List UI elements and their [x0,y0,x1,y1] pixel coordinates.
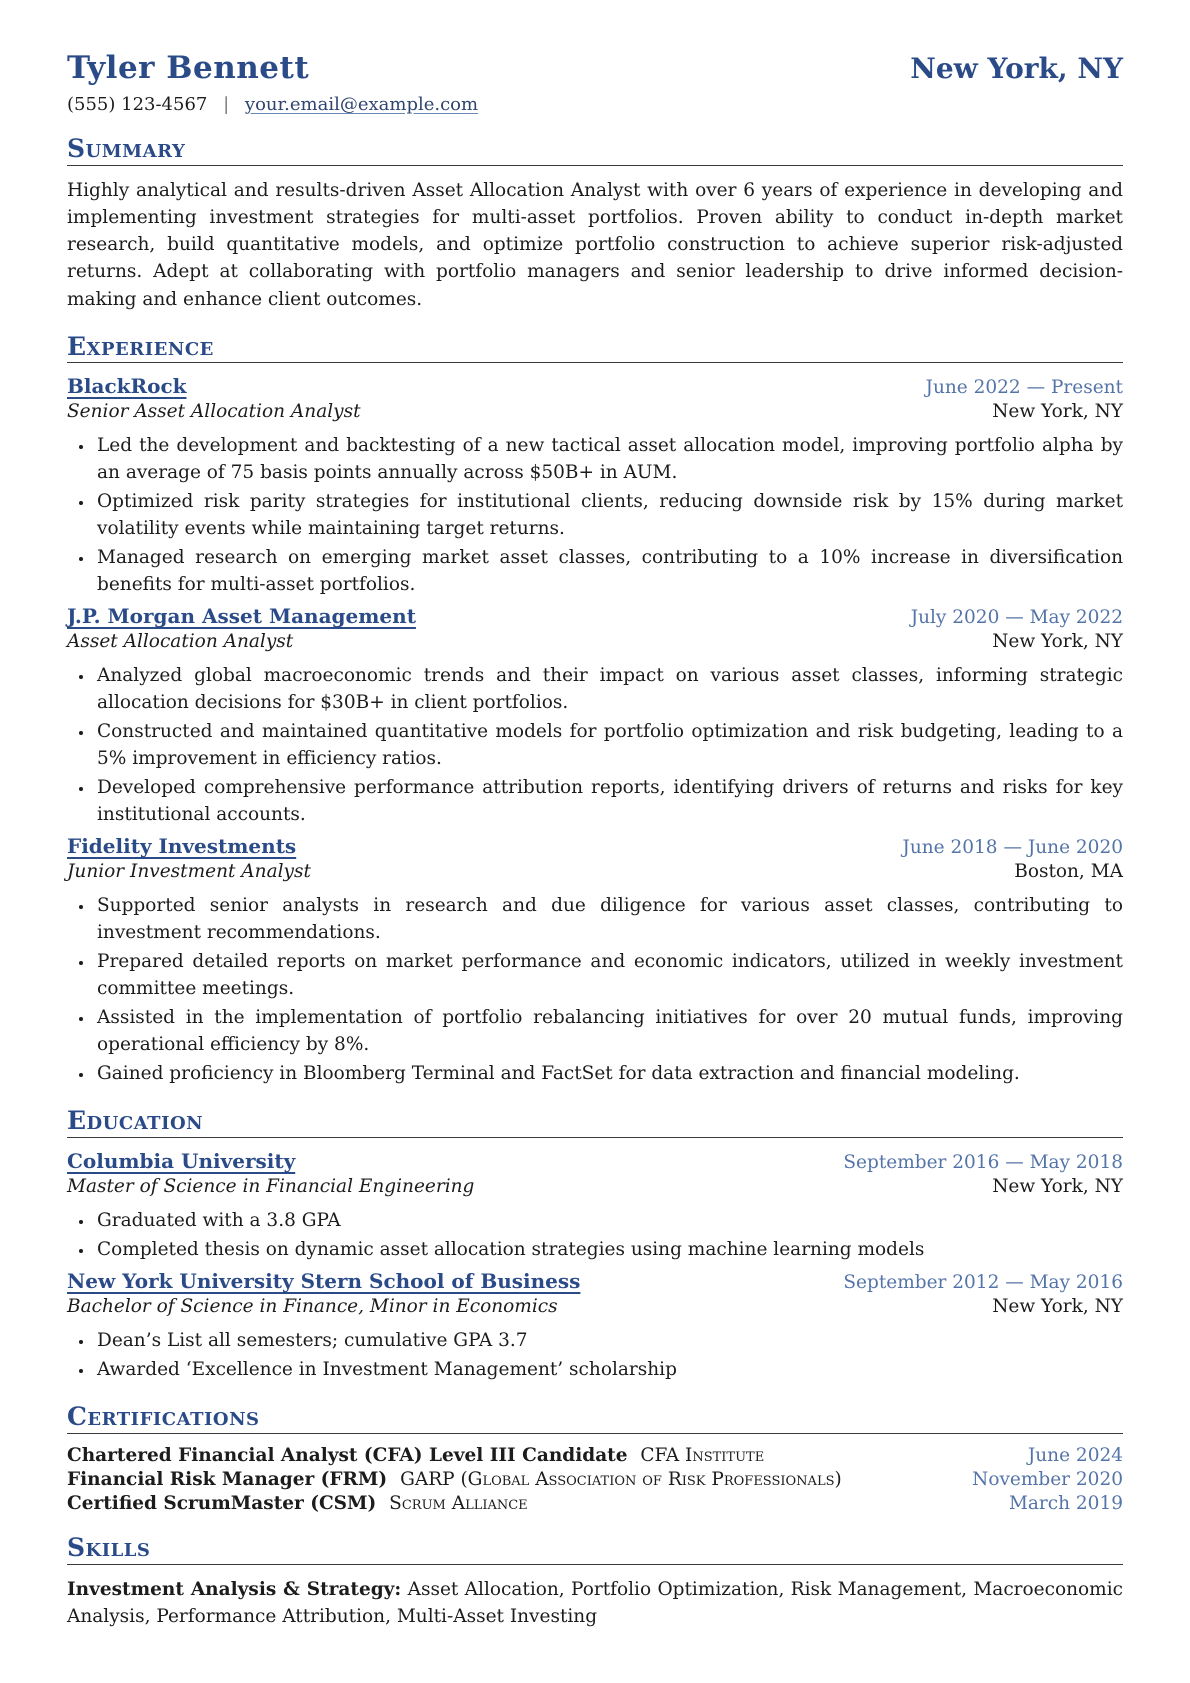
section-skills [67,1534,1123,1630]
section-certifications [67,1403,1123,1514]
certification-name: Financial Risk Manager (FRM) [67,1468,388,1490]
email-link[interactable]: your.email@example.com [244,94,479,115]
skill-list: Asset Allocation, Portfolio Optimization, Risk Management, Macroeconomic Analysis, Performance Attribution, Multi-Asset Investing [67,1578,1123,1627]
bullet-item: • Dean’s List all semesters; cumulative GPA 3.7 [94,1327,1123,1354]
summary-title: Summary [67,135,1123,166]
certification-date: March 2019 [1008,1492,1123,1514]
entry-dates: September 2016 — May 2018 [843,1152,1123,1174]
bullet-item: • Constructed and maintained quantitative models for portfolio optimization and risk budgeting, leading to a 5% improvement in efficiency ratios. [94,718,1123,772]
entry-dates: July 2020 — May 2022 [910,607,1123,629]
contact-separator: | [223,94,230,115]
school-name: New York University Stern School of Business [67,1269,581,1294]
degree-name: Bachelor of Science in Finance, Minor in Economics [67,1296,558,1318]
certification-name: Certified ScrumMaster (CSM) [67,1492,377,1514]
company-name: J.P. Morgan Asset Management [67,604,416,629]
bullet-list [67,1327,1123,1383]
certification-row [67,1445,1123,1466]
degree-name: Master of Science in Financial Engineering [67,1176,475,1198]
entry-role: Asset Allocation Analyst [67,631,294,653]
education-title: Education [67,1107,1123,1138]
certification-name: Chartered Financial Analyst (CFA) Level III Candidate [67,1444,628,1466]
bullet-item: • Assisted in the implementation of portfolio rebalancing initiatives for over 20 mutual funds, improving operational efficiency by 8%. [94,1004,1123,1058]
certification-org: Scrum Alliance [389,1492,528,1514]
skill-category: Investment Analysis & Strategy: [67,1578,402,1600]
bullet-item: • Completed thesis on dynamic asset allocation strategies using machine learning models [94,1236,1123,1263]
certification-org: GARP (Global Association of Risk Professionals) [400,1468,842,1490]
bullet-item: • Prepared detailed reports on market performance and economic indicators, utilized in weekly investment committee meetings. [94,948,1123,1002]
certification-row [67,1469,1123,1490]
certification-date: June 2024 [1027,1444,1123,1466]
experience-entry [67,604,1123,828]
experience-entry [67,374,1123,598]
section-summary [67,135,1123,313]
summary-text: Highly analytical and results-driven Asset Allocation Analyst with over 6 years of experience in developing and implementing investment strategies for multi-asset portfolios. Proven ability to conduct in-depth market research, build quantitative models, and optimize portfolio construction to achieve superior risk-adjusted returns. Adept at collaborating with portfolio managers and senior leadership to drive informed decision-making and enhance client outcomes. [67,179,1123,310]
resume-header [67,50,1123,86]
bullet-item: • Managed research on emerging market asset classes, contributing to a 10% increase in diversification benefits for multi-asset portfolios. [94,544,1123,598]
company-name: Fidelity Investments [67,834,297,859]
entry-dates: September 2012 — May 2016 [843,1272,1123,1294]
bullet-item: • Awarded ‘Excellence in Investment Management’ scholarship [94,1356,1123,1383]
bullet-item: • Analyzed global macroeconomic trends and their impact on various asset classes, informing strategic allocation decisions for $30B+ in client portfolios. [94,662,1123,716]
entry-location: New York, NY [992,1296,1123,1318]
bullet-item: • Led the development and backtesting of a new tactical asset allocation model, improving portfolio alpha by an average of 75 basis points annually across $50B+ in AUM. [94,432,1123,486]
bullet-item: • Gained proficiency in Bloomberg Terminal and FactSet for data extraction and financial modeling. [94,1060,1123,1087]
section-experience [67,333,1123,1088]
candidate-location: New York, NY [910,52,1123,85]
experience-entry [67,834,1123,1087]
certification-date: November 2020 [972,1468,1123,1490]
bullet-item: • Optimized risk parity strategies for institutional clients, reducing downside risk by 15% during market volatility events while maintaining target returns. [94,488,1123,542]
certification-org: CFA Institute [640,1444,765,1466]
entry-location: New York, NY [992,1176,1123,1198]
bullet-list [67,662,1123,828]
school-name: Columbia University [67,1149,296,1174]
bullet-list [67,892,1123,1087]
phone-number: (555) 123-4567 [67,94,208,115]
entry-location: New York, NY [992,401,1123,423]
certifications-title: Certifications [67,1403,1123,1434]
bullet-item: • Developed comprehensive performance attribution reports, identifying drivers of returns and risks for key institutional accounts. [94,774,1123,828]
bullet-list [67,432,1123,598]
bullet-item: • Supported senior analysts in research and due diligence for various asset classes, contributing to investment recommendations. [94,892,1123,946]
education-entry [67,1269,1123,1383]
certification-row [67,1493,1123,1514]
entry-role: Senior Asset Allocation Analyst [67,401,361,423]
bullet-item: • Graduated with a 3.8 GPA [94,1207,1123,1234]
skills-title: Skills [67,1534,1123,1565]
entry-role: Junior Investment Analyst [67,861,311,883]
contact-row [67,94,1123,115]
candidate-name: Tyler Bennett [67,50,310,86]
company-name: BlackRock [67,374,187,399]
section-education [67,1107,1123,1383]
entry-location: New York, NY [992,631,1123,653]
experience-title: Experience [67,333,1123,364]
bullet-list [67,1207,1123,1263]
skills-line [67,1576,1123,1630]
education-entry [67,1149,1123,1263]
entry-location: Boston, MA [1014,861,1123,883]
entry-dates: June 2022 — Present [925,377,1123,399]
entry-dates: June 2018 — June 2020 [902,837,1123,859]
